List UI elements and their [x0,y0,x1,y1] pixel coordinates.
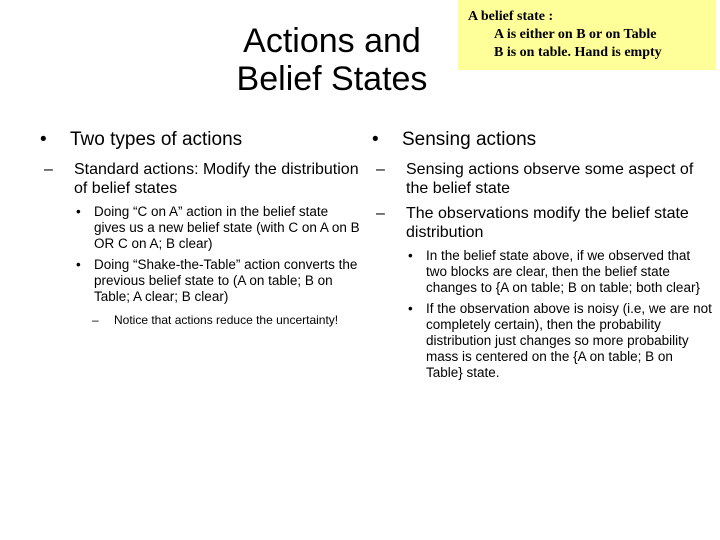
shake-table-bullet: • Doing “Shake-the-Table” action converts the previous belief state to (A on table; B on Table; A clear; B clear) [74,257,360,305]
noisy-observation-bullet: • If the observation above is noisy (i.e, we are not completely certain), then the probability distribution just changes so more probability mass is centered on the {A on table; B on Table} state. [406,301,712,381]
slide-title [212,22,452,98]
clear-blocks-bullet: • In the belief state above, if we observed that two blocks are clear, then the belief state changes to {A on table; B on table; both clear} [406,248,712,296]
uncertainty-note: – Notice that actions reduce the uncertainty! [92,313,360,328]
right-heading: • Sensing actions [372,128,712,152]
sensing-observe-item: – Sensing actions observe some aspect of the belief state [372,160,712,198]
standard-actions-item: – Standard actions: Modify the distribution of belief states [40,160,360,198]
note-line-3: B is on table. Hand is empty [494,45,662,60]
note-line-2: A is either on B or on Table [494,27,657,42]
observations-modify-item: – The observations modify the belief state distribution [372,204,712,242]
title-line-2: Belief States [236,60,428,98]
title-line-1: Actions and [243,22,421,60]
left-heading: • Two types of actions [40,128,360,152]
right-column [372,128,712,386]
left-column [40,128,360,328]
belief-state-note [458,0,716,70]
note-line-1: A belief state : [468,9,554,24]
c-on-a-bullet: • Doing “C on A” action in the belief state gives us a new belief state (with C on A on B OR C on A; B clear) [74,204,360,252]
